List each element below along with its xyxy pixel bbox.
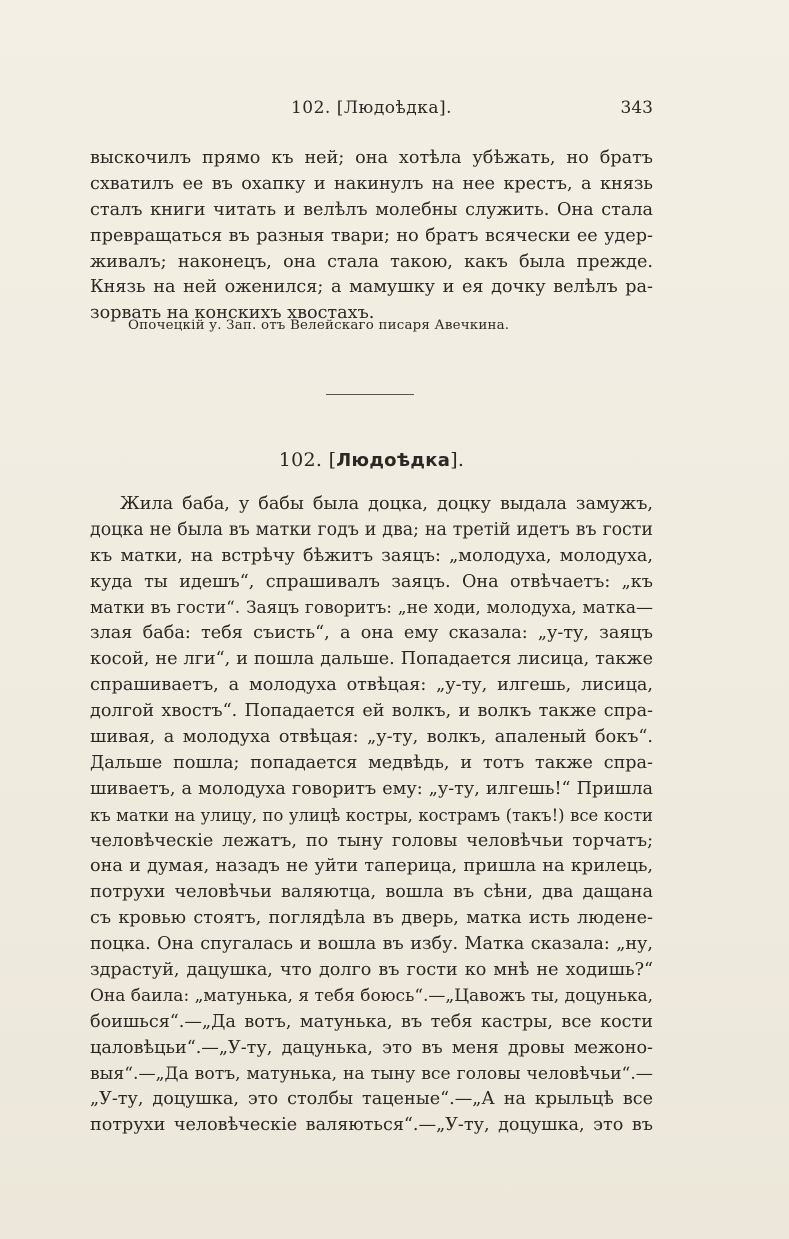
story-paragraph xyxy=(90,492,653,1139)
text-line: потрухи человѣческіе валяються“.—„У-ту, доцушка, это въ xyxy=(90,1115,653,1136)
text-line: сталъ книги читать и велѣлъ молебны служить. Она стала xyxy=(90,199,653,220)
text-line: выя“.—„Да вотъ, матунька, на тыну все головы человѣчьи“.— xyxy=(90,1063,653,1084)
text-line: къ матки, на встрѣчу бѣжитъ заяцъ: „молодуха, молодуха, xyxy=(90,545,653,566)
text-line: къ матки на улицу, по улицѣ костры, кострамъ (такъ!) все кости xyxy=(90,805,653,825)
running-title: 102. [Людоѣдка]. xyxy=(290,98,453,118)
section-divider xyxy=(326,394,414,395)
text-line: поцка. Она спугалась и вошла въ избу. Матка сказала: „ну, xyxy=(90,934,653,955)
text-line: Князь на ней оженился; а мамушку и ея дочку велѣлъ ра- xyxy=(90,277,653,298)
text-line: Она баила: „матунька, я тебя боюсь“.—„Цавожъ ты, доцунька, xyxy=(90,985,653,1006)
text-line: доцка не была въ матки годъ и два; на третій идетъ въ гости xyxy=(90,519,653,540)
text-line: живалъ; наконецъ, она стала такою, какъ была прежде. xyxy=(90,251,653,272)
section-number: 102. xyxy=(278,449,323,471)
text-line: Дальше пошла; попадается медвѣдь, и тотъ также спра- xyxy=(90,752,653,773)
running-head xyxy=(90,98,653,124)
text-line: Жила баба, у бабы была доцка, доцку выдала замужъ, xyxy=(120,494,653,514)
source-note: Опочецкій у. Зап. отъ Велейскаго писаря Авечкина. xyxy=(128,318,510,333)
text-line: здрастуй, дацушка, что долго въ гости ко мнѣ не ходишь?“ xyxy=(90,960,653,981)
text-line: боишься“.—„Да вотъ, матунька, въ тебя кастры, все кости xyxy=(90,1011,653,1032)
section-close-bracket: ]. xyxy=(450,449,465,471)
text-line: спрашиваетъ, а молодуха отвѣцая: „у-ту, илгешь, лисица, xyxy=(90,675,653,696)
continuation-paragraph xyxy=(90,146,653,327)
text-line: шивая, а молодуха отвѣцая: „у-ту, волкъ, апаленый бокъ“. xyxy=(90,727,653,748)
text-line: зорвать на конскихъ хвостахъ. xyxy=(90,303,375,324)
text-line: матки въ гости“. Заяцъ говоритъ: „не ходи, молодуха, матка— xyxy=(90,597,653,618)
text-line: человѣческіе лежатъ, по тыну головы человѣчьи торчатъ; xyxy=(90,830,653,851)
text-line: куда ты идешъ“, спрашивалъ заяцъ. Она отвѣчаетъ: „къ xyxy=(90,571,653,592)
text-line: косой, не лги“, и пошла дальше. Попадается лисица, также xyxy=(90,649,653,670)
text-line: съ кровью стоятъ, поглядѣла въ дверь, матка исть людене- xyxy=(90,908,653,929)
section-heading xyxy=(90,449,653,471)
text-line: шиваетъ, а молодуха говоритъ ему: „у-ту, илгешь!“ Пришла xyxy=(90,778,653,799)
text-line: долгой хвостъ“. Попадается ей волкъ, и волкъ также спра- xyxy=(90,701,653,722)
section-open-bracket: [ xyxy=(328,449,337,471)
text-line: злая баба: тебя съисть“, а она ему сказала: „у-ту, заяцъ xyxy=(90,623,653,644)
text-line: превращаться въ разныя твари; но братъ всячески ее удер- xyxy=(90,225,653,246)
text-line: она и думая, назадъ не уйти таперица, пришла на крилець, xyxy=(90,856,653,877)
page-number: 343 xyxy=(620,98,653,118)
text-line: потрухи человѣчьи валяютца, вошла въ сѣни, два дащана xyxy=(90,882,653,903)
text-line: выскочилъ прямо къ ней; она хотѣла убѣжать, но братъ xyxy=(90,148,653,168)
section-title: Людоѣдка xyxy=(336,450,451,471)
text-line: схватилъ ее въ охапку и накинулъ на нее крестъ, а князь xyxy=(90,173,653,194)
text-line: цаловѣцьи“.—„У-ту, дацунька, это въ меня дровы межоно- xyxy=(90,1037,653,1058)
text-line: „У-ту, доцушка, это столбы таценые“.—„А на крыльцѣ все xyxy=(90,1089,653,1110)
